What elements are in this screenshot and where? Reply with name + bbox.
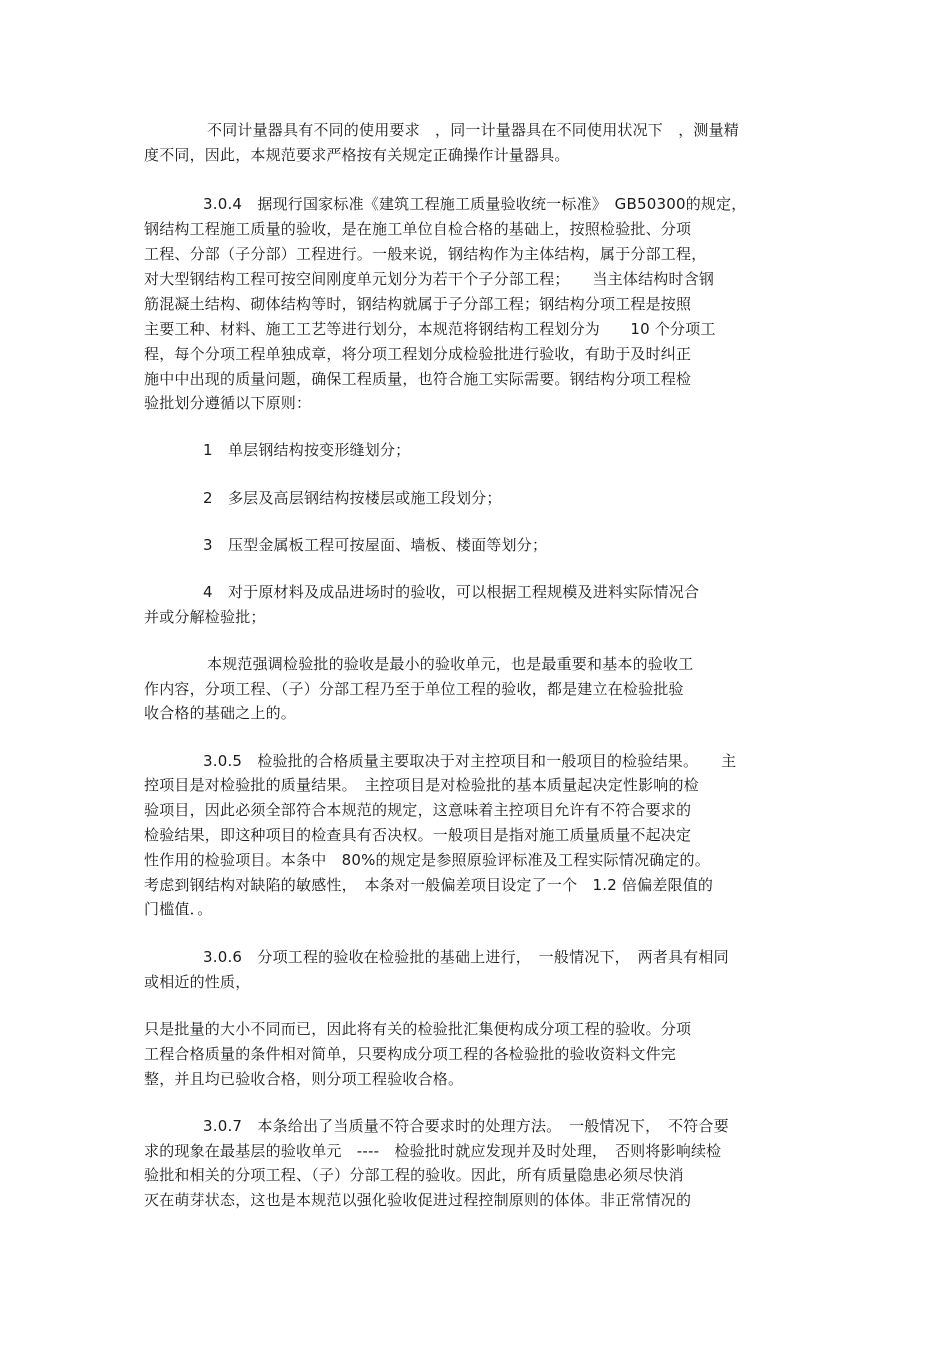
text-line: 检验结果，即这种项目的检查具有否决权。一般项目是指对施工质量质量不起决定: [144, 826, 692, 844]
section-3-0-7-line: 3.0.7 本条给出了当质量不符合要求时的处理方法。 一般情况下， 不符合要: [203, 1117, 729, 1135]
text-line: 工程合格质量的条件相对简单，只要构成分项工程的各检验批的验收资料文件完: [144, 1045, 677, 1063]
text-line: 筋混凝土结构、砌体结构等时，钢结构就属于子分部工程；钢结构分项工程是按照: [144, 295, 692, 313]
text-line: 控项目是对检验批的质量结果。 主控项目是对检验批的基本质量起决定性影响的检: [144, 776, 699, 794]
text-line: 不同计量器具有不同的使用要求 ，同一计量器具在不同使用状况下 ，测量精: [207, 121, 740, 139]
text-line: 整，并且均已验收合格，则分项工程验收合格。: [144, 1070, 464, 1088]
list-item: 1 单层钢结构按变形缝划分；: [203, 441, 411, 459]
text-line: 主要工种、材料、施工工艺等进行划分，本规范将钢结构工程划分为 10 个分项工: [144, 320, 716, 338]
text-line: 度不同，因此，本规范要求严格按有关规定正确操作计量器具。: [144, 146, 570, 164]
list-item: 3 压型金属板工程可按屋面、墙板、楼面等划分；: [203, 536, 548, 554]
text-line: 钢结构工程施工质量的验收，是在施工单位自检合格的基础上，按照检验批、分项: [144, 220, 692, 238]
section-3-0-6-line: 3.0.6 分项工程的验收在检验批的基础上进行， 一般情况下， 两者具有相同: [203, 948, 729, 966]
text-line: 对大型钢结构工程可按空间刚度单元划分为若干个子分部工程； 当主体结构时含钢: [144, 270, 715, 288]
text-line: 作内容，分项工程、（子）分部工程乃至于单位工程的验收，都是建立在检验批验: [144, 680, 684, 698]
text-line: 施中中出现的质量问题，确保工程质量，也符合施工实际需要。钢结构分项工程检: [144, 370, 692, 388]
section-3-0-4-line: 3.0.4 据现行国家标准《建筑工程施工质量验收统一标准》 GB50300的规定，: [203, 195, 747, 213]
text-line: 只是批量的大小不同而已，因此将有关的检验批汇集便构成分项工程的验收。分项: [144, 1020, 692, 1038]
text-line: 收合格的基础之上的。: [144, 704, 297, 722]
text-line: 验批划分遵循以下原则：: [144, 394, 312, 412]
text-line: 程，每个分项工程单独成章，将分项工程划分成检验批进行验收，有助于及时纠正: [144, 345, 692, 363]
text-line: 门槛值．。: [144, 900, 213, 918]
text-line: 性作用的检验项目。本条中 80%的规定是参照原验评标准及工程实际情况确定的。: [144, 851, 710, 869]
text-line: 验项目，因此必须全部符合本规范的规定，这意味着主控项目允许有不符合要求的: [144, 801, 692, 819]
text-line: 并或分解检验批；: [144, 608, 266, 626]
list-item: 2 多层及高层钢结构按楼层或施工段划分；: [203, 489, 502, 507]
text-line: 考虑到钢结构对缺陷的敏感性， 本条对一般偏差项目设定了一个 1.2 倍偏差限值的: [144, 876, 714, 894]
text-line: 本规范强调检验批的验收是最小的验收单元，也是最重要和基本的验收工: [207, 655, 694, 673]
list-item: 4 对于原材料及成品进场时的验收，可以根据工程规模及进料实际情况合: [203, 583, 700, 601]
text-line: 求的现象在最基层的验收单元 ---- 检验批时就应发现并及时处理， 否则将影响续检: [144, 1142, 722, 1160]
text-line: 验批和相关的分项工程、（子）分部工程的验收。因此，所有质量隐患必须尽快消: [144, 1166, 684, 1184]
text-line: 工程、分部（子分部）工程进行。一般来说，钢结构作为主体结构，属于分部工程，: [144, 245, 707, 263]
text-line: 或相近的性质，: [144, 973, 251, 991]
text-line: 灭在萌芽状态，这也是本规范以强化验收促进过程控制原则的体体。非正常情况的: [144, 1191, 692, 1209]
section-3-0-5-line: 3.0.5 检验批的合格质量主要取决于对主控项目和一般项目的检验结果。 主: [203, 752, 737, 770]
